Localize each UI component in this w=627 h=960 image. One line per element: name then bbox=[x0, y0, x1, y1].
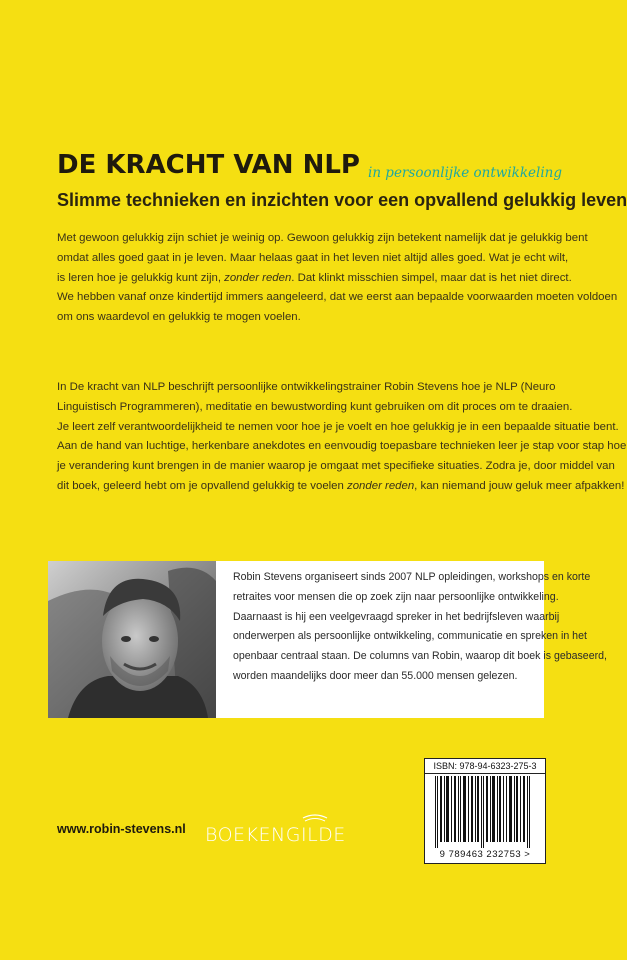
paragraph-line: omdat alles goed gaat in je leven. Maar helaas gaat in het leven niet altijd alles goed. Wat je echt wilt, bbox=[57, 251, 569, 264]
paragraph-line: om ons waardevol en gelukkig te mogen voelen. bbox=[57, 311, 301, 324]
paragraph-line: is leren hoe je gelukkig kunt zijn, zonder reden. Dat klinkt misschien simpel, maar dat is het niet direct. bbox=[57, 271, 572, 284]
book-tagline: in persoonlijke ontwikkeling bbox=[368, 165, 562, 181]
paragraph-line: Linguistisch Programmeren), meditatie en bewustwording kunt gebruiken om dit proces om te draaien. bbox=[57, 400, 573, 413]
bio-line: Daarnaast is hij een veelgevraagd spreker in het bedrijfsleven waarbij bbox=[233, 610, 560, 623]
barcode-number: 9 789463 232753 > bbox=[439, 849, 531, 860]
paragraph-line: Met gewoon gelukkig zijn schiet je weinig op. Gewoon gelukkig zijn betekent namelijk dat je gelukkig bent bbox=[57, 232, 588, 244]
book-subtitle: Slimme technieken en inzichten voor een opvallend gelukkig leven bbox=[57, 190, 627, 210]
emphasis: zonder reden bbox=[224, 271, 292, 284]
paragraph-line: je verandering kunt brengen in de manier waarop je omgaat met specifieke situaties. Zodra je, door middel van bbox=[57, 460, 615, 473]
paragraph-line: In De kracht van NLP beschrijft persoonlijke ontwikkelingstrainer Robin Stevens hoe je NLP (Neuro bbox=[57, 381, 556, 393]
emphasis: zonder reden bbox=[347, 479, 415, 492]
author-bio-box bbox=[48, 561, 607, 718]
author-photo bbox=[48, 561, 216, 718]
description-paragraph-2 bbox=[57, 378, 627, 497]
bio-line: retraites voor mensen die op zoek zijn naar persoonlijke ontwikkeling. bbox=[233, 590, 559, 603]
barcode-bars bbox=[429, 776, 541, 848]
paragraph-line: Je leert zelf verantwoordelijkheid te nemen voor hoe je je voelt en hoe gelukkig je in een bepaalde situatie bent. bbox=[57, 420, 619, 433]
book-title: DE KRACHT VAN NLP bbox=[57, 150, 360, 180]
bio-line: worden maandelijks door meer dan 55.000 mensen gelezen. bbox=[233, 669, 518, 682]
publisher-logo bbox=[205, 812, 395, 852]
author-bio-text bbox=[233, 568, 607, 687]
paragraph-line: Aan de hand van luchtige, herkenbare anekdotes en eenvoudig toepasbare technieken leer je stap voor stap hoe bbox=[57, 440, 627, 453]
isbn-label: ISBN: 978-94-6323-275-3 bbox=[425, 759, 545, 774]
publisher-name: BOEKENGILDE bbox=[205, 824, 346, 846]
description-paragraph-1 bbox=[57, 229, 618, 328]
bio-line: onderwerpen als persoonlijke ontwikkeling, communicatie en spreken in het bbox=[233, 630, 587, 643]
author-website: www.robin-stevens.nl bbox=[57, 822, 186, 836]
bio-line: Robin Stevens organiseert sinds 2007 NLP opleidingen, workshops en korte bbox=[233, 571, 591, 583]
paragraph-line: dit boek, geleerd hebt om je opvallend gelukkig te voelen zonder reden, kan niemand jouw geluk meer afpakken! bbox=[57, 479, 625, 492]
isbn-barcode bbox=[424, 758, 546, 864]
paragraph-line: We hebben vanaf onze kindertijd immers aangeleerd, dat we eerst aan bepaalde voorwaarden moeten voldoen bbox=[57, 291, 618, 304]
bio-line: openbaar centraal staan. De columns van Robin, waarop dit boek is gebaseerd, bbox=[233, 650, 607, 663]
